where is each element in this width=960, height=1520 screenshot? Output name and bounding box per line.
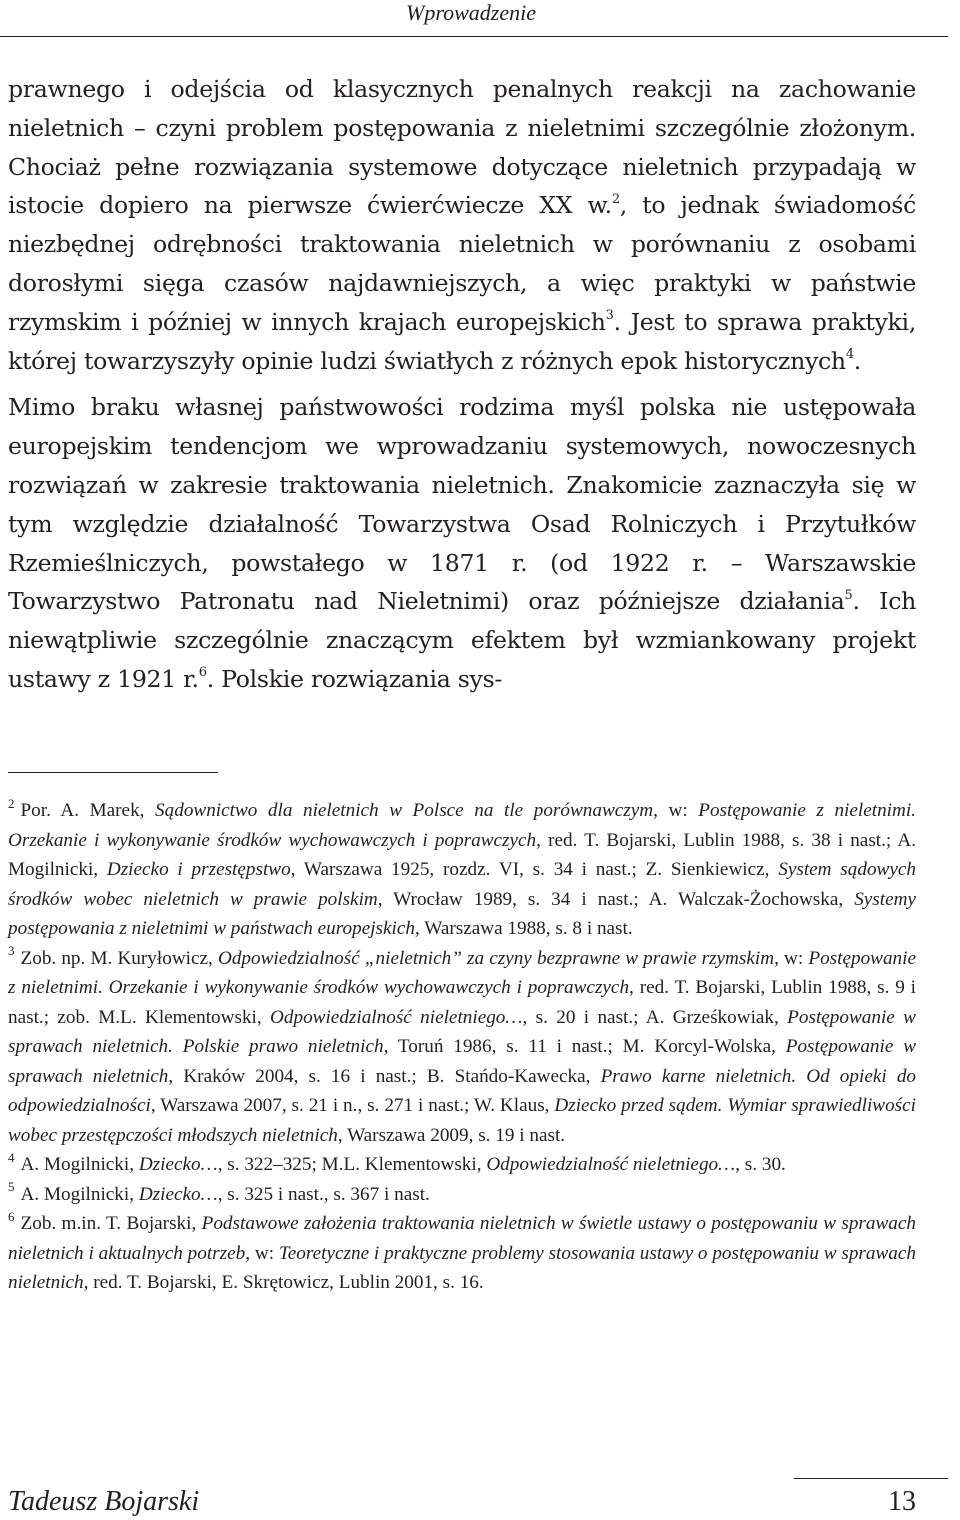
footnote-text: Zob. m.in. T. Bojarski, <box>20 1213 202 1234</box>
body-text-segment: . Ich niewątpliwie szczególnie znaczącym efektem był wzmiankowany projekt ustawy z 1921 r. <box>8 587 916 693</box>
footnote-text: , red. T. Bojarski, Lublin 1988, s. 9 i nast.; zob. M.L. Klementowski, <box>8 977 916 1028</box>
footnote-reference: 2 <box>611 191 620 207</box>
footnote-text: , w: <box>774 947 809 969</box>
footnote-text: , Warszawa 2007, s. 21 i n., s. 271 i nast.; W. Klaus, <box>150 1095 555 1116</box>
footnote-number: 2 <box>8 795 15 811</box>
author-name: Tadeusz Bojarski <box>8 1486 200 1517</box>
footnote-text: Por. A. Marek, <box>20 800 156 821</box>
footnote-5 <box>8 1180 916 1210</box>
footnote-text: , Warszawa 1925, rozdz. VI, s. 34 i nast.; Z. Sienkiewicz, <box>290 859 779 880</box>
body-text-segment: , to jednak świadomość niezbędnej odrębności traktowania nieletnich w porównaniu z osobami dorosłymi sięga czasów najdawniejszych, a więc praktyki w państwie rzymskim i później w innych krajach europejskich <box>8 191 916 336</box>
body-paragraph-2 <box>8 388 916 698</box>
footnote-text: , Wrocław 1989, s. 34 i nast.; A. Walczak-Żochowska, <box>377 888 855 910</box>
footnote-text: , Warszawa 1988, s. 8 i nast. <box>415 918 633 939</box>
footer-rule <box>794 1478 948 1479</box>
footnote-title: Dziecko i przestępstwo <box>106 859 291 880</box>
footnote-title: Postępowanie w sprawach nieletnich <box>8 1036 916 1087</box>
body-text-segment: . Jest to sprawa praktyki, której towarzyszyły opinie ludzi światłych z różnych epok historycznych <box>8 307 916 375</box>
footnote-title: Dziecko… <box>138 1154 218 1175</box>
footnote-text: , w: <box>245 1242 279 1264</box>
body-text-segment: prawnego i odejścia od klasycznych penalnych reakcji na zachowanie nieletnich – czyni problem postępowania z nieletnimi szczególnie złożonym. Chociaż pełne rozwiązania systemowe dotyczące nieletnich przypadają w istocie dopiero na pierwsze ćwierćwiecze XX w. <box>8 75 916 220</box>
footnote-text: , s. 322–325; M.L. Klementowski, <box>217 1154 487 1175</box>
footnote-text: A. Mogilnicki, <box>20 1154 139 1175</box>
footnote-text: , red. T. Bojarski, E. Skrętowicz, Lublin 2001, s. 16. <box>83 1272 484 1293</box>
footnote-text: , w: <box>653 800 699 821</box>
footnote-separator <box>8 772 218 773</box>
footnote-text: , s. 20 i nast.; A. Grześkowiak, <box>522 1006 788 1028</box>
footnote-title: Systemy postępowania z nieletnimi w państwach europejskich <box>8 888 916 939</box>
body-text-segment: . Polskie rozwiązania sys- <box>206 664 503 693</box>
footnote-3 <box>8 944 916 1151</box>
main-text <box>8 70 916 699</box>
footnote-2 <box>8 796 916 944</box>
footnote-text: , Warszawa 2009, s. 19 i nast. <box>337 1124 566 1146</box>
footnote-title: Prawo karne nieletnich. Od opieki do odpowiedzialności <box>8 1065 917 1116</box>
footnote-reference: 4 <box>845 346 854 362</box>
footnote-number: 6 <box>8 1208 15 1224</box>
footnote-title: Postępowanie z nieletnimi. Orzekanie i wykonywanie środków wychowawczych i poprawczych <box>8 800 916 851</box>
footnote-text: A. Mogilnicki, <box>20 1183 139 1205</box>
footnote-4 <box>8 1150 916 1180</box>
footnote-text: , s. 30. <box>735 1154 786 1175</box>
footnote-text: , Kraków 2004, s. 16 i nast.; B. Stańdo-Kawecka, <box>168 1065 601 1087</box>
body-paragraph-1 <box>8 70 916 380</box>
footnote-reference: 3 <box>605 307 614 323</box>
footnote-title: Postępowanie z nieletnimi. Orzekanie i wykonywanie środków wychowawczych i poprawczych <box>8 947 916 998</box>
footnote-number: 4 <box>8 1149 15 1165</box>
footnote-title: Odpowiedzialność nieletniego… <box>270 1006 523 1028</box>
footnote-reference: 6 <box>198 665 207 681</box>
footnote-title: Dziecko przed sądem. Wymiar sprawiedliwości wobec przestępczości młodszych nieletnich <box>8 1095 916 1146</box>
footnote-title: Podstawowe założenia traktowania nieletnich w świetle ustawy o postępowaniu w sprawach nieletnich i aktualnych potrzeb <box>8 1213 916 1264</box>
footnote-title: System sądowych środków wobec nieletnich w prawie polskim <box>8 859 916 910</box>
footnote-title: Postępowanie w sprawach nieletnich. Polskie prawo nieletnich <box>8 1006 916 1057</box>
running-title: Wprowadzenie <box>406 0 536 25</box>
footnotes-section <box>8 796 916 1298</box>
footnote-title: Odpowiedzialność „nieletnich” za czyny bezprawne w prawie rzymskim <box>217 947 775 969</box>
running-header <box>0 0 948 37</box>
body-text-segment: . <box>853 346 861 375</box>
footnote-number: 5 <box>8 1179 15 1195</box>
footnote-title: Sądownictwo dla nieletnich w Polsce na tle porównawczym <box>155 800 654 821</box>
body-text-segment: Mimo braku własnej państwowości rodzima myśl polska nie ustępowała europejskim tendencjom we wprowadzaniu systemowych, nowoczesnych rozwiązań w zakresie traktowania nieletnich. Znakomicie zaznaczyła się w tym względzie działalność Towarzystwa Osad Rolniczych i Przytułków Rzemieślniczych, powstałego w 1871 r. (od 1922 r. – Warszawskie Towarzystwo Patronatu nad Nieletnimi) oraz późniejsze działania <box>8 393 916 616</box>
footnote-reference: 5 <box>844 587 853 603</box>
footnote-text: , red. T. Bojarski, Lublin 1988, s. 38 i nast.; A. Mogilnicki, <box>8 829 916 880</box>
footnote-text: , Toruń 1986, s. 11 i nast.; M. Korcyl-Wolska, <box>383 1036 786 1057</box>
footnote-6 <box>8 1209 916 1298</box>
footnote-text: , s. 325 i nast., s. 367 i nast. <box>217 1183 430 1205</box>
footnote-title: Dziecko… <box>138 1183 218 1205</box>
page-number: 13 <box>888 1486 916 1517</box>
footnote-title: Odpowiedzialność nieletniego… <box>486 1154 736 1175</box>
footnote-number: 3 <box>8 943 15 959</box>
footnote-title: Teoretyczne i praktyczne problemy stosowania ustawy o postępowaniu w sprawach nieletnich <box>8 1242 916 1293</box>
footnote-text: Zob. np. M. Kuryłowicz, <box>20 947 218 969</box>
